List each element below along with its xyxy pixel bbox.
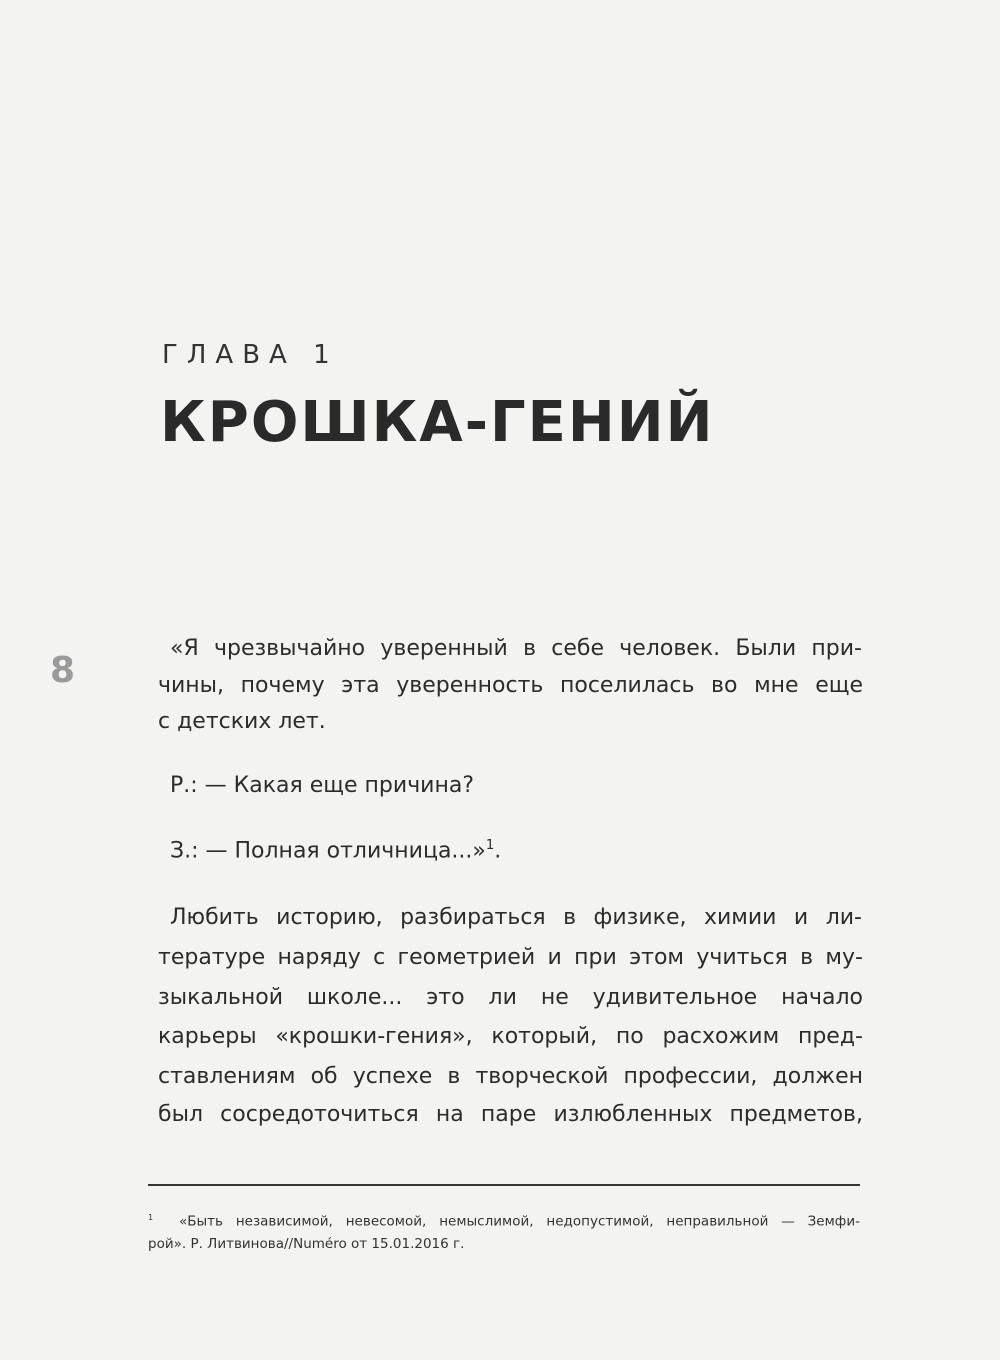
text-line: тературе наряду с геометрией и при этом учиться в му- (158, 945, 863, 970)
page-number: 8 (50, 650, 76, 691)
footnote-line: рой». Р. Литвинова//Numéro от 15.01.2016 г. (148, 1236, 465, 1252)
dialogue-question: Р.: — Какая еще причина? (170, 773, 475, 798)
text-line: «Я чрезвычайно уверенный в себе человек. Были при- (170, 636, 862, 661)
text-line: чины, почему эта уверенность поселилась во мне еще (158, 673, 863, 698)
text-line: Любить историю, разбираться в физике, химии и ли- (170, 905, 862, 930)
text-line: карьеры «крошки-гения», который, по расхожим пред- (158, 1024, 863, 1049)
footnote-ref[interactable]: 1 (485, 838, 495, 853)
answer-end: . (494, 838, 502, 864)
footnote-mark: 1 (148, 1212, 154, 1222)
chapter-title: КРОШКА-ГЕНИЙ (160, 390, 715, 455)
footnote-text: «Быть независимой, невесомой, немыслимой, недопустимой, неправильной — Земфи- (178, 1213, 860, 1230)
chapter-label: ГЛАВА 1 (162, 340, 339, 370)
text-line: был сосредоточиться на паре излюбленных предметов, (158, 1102, 863, 1127)
text-line: с детских лет. (158, 709, 326, 734)
text-line: зыкальной школе... это ли не удивительное начало (158, 985, 863, 1010)
text-line: ставлениям об успехе в творческой профессии, должен (158, 1064, 863, 1089)
footnote-divider (148, 1184, 860, 1186)
footnote-line (148, 1212, 860, 1230)
dialogue-answer (170, 838, 875, 863)
answer-text: З.: — Полная отличница...» (170, 838, 486, 864)
